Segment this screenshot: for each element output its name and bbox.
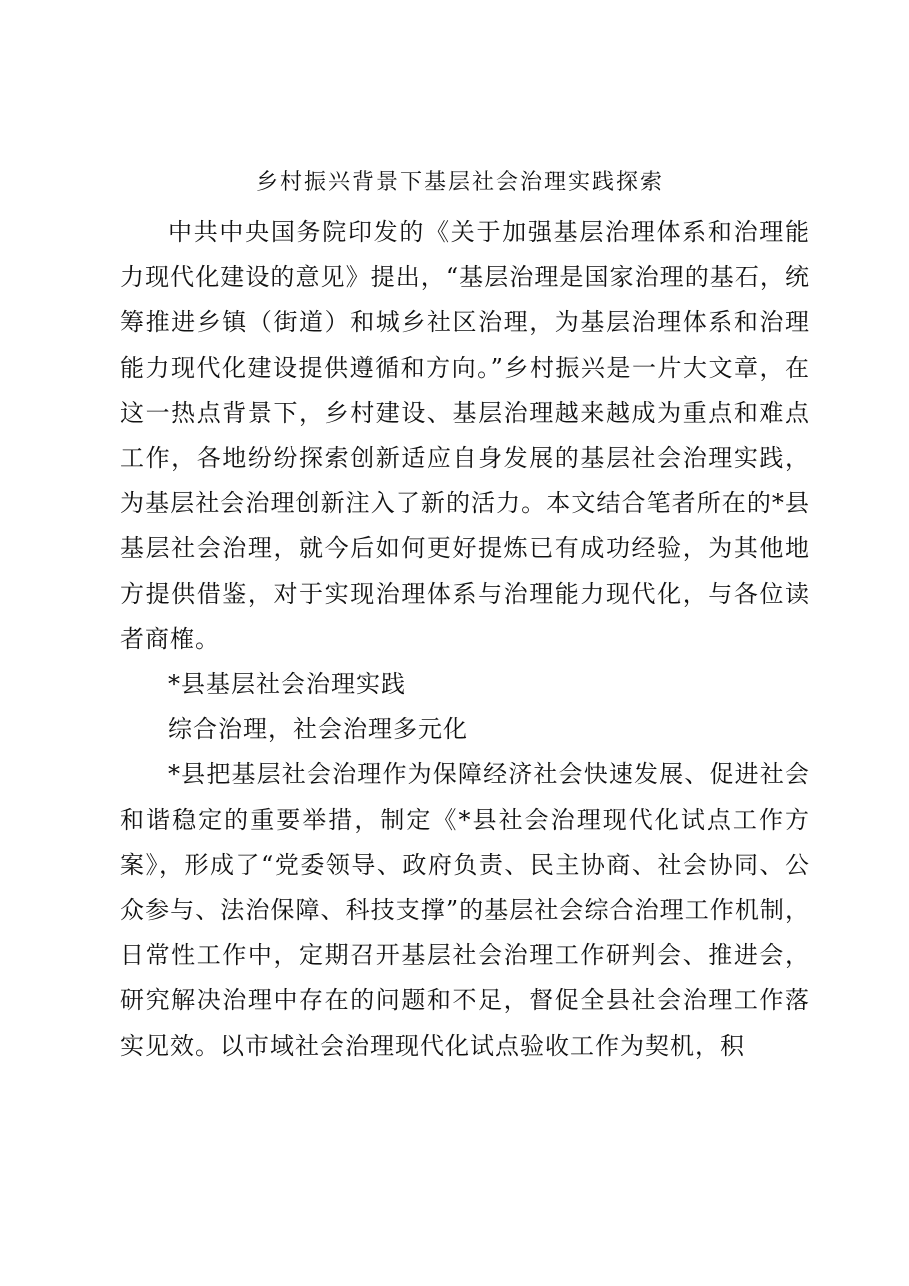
document-body — [120, 210, 810, 1069]
body-paragraph: *县把基层社会治理作为保障经济社会快速发展、促进社会和谐稳定的重要举措，制定《*县社会治理现代化试点工作方案》，形成了“党委领导、政府负责、民主协商、社会协同、公众参与、法治保障、科技支撑”的基层社会综合治理工作机制，日常性工作中，定期召开基层社会治理工作研判会、推进会，研究解决治理中存在的问题和不足，督促全县社会治理工作落实见效。以市域社会治理现代化试点验收工作为契机，积 — [120, 760, 810, 1060]
intro-paragraph: 中共中央国务院印发的《关于加强基层治理体系和治理能力现代化建设的意见》提出，“基层治理是国家治理的基石，统筹推进乡镇（街道）和城乡社区治理，为基层治理体系和治理能力现代化建设提供遵循和方向。”乡村振兴是一片大文章，在这一热点背景下，乡村建设、基层治理越来越成为重点和难点工作，各地纷纷探索创新适应自身发展的基层社会治理实践，为基层社会治理创新注入了新的活力。本文结合笔者所在的*县基层社会治理，就今后如何更好提炼已有成功经验，为其他地方提供借鉴，对于实现治理体系与治理能力现代化，与各位读者商榷。 — [120, 218, 810, 653]
section-heading: *县基层社会治理实践 — [168, 670, 406, 699]
subsection-heading: 综合治理，社会治理多元化 — [168, 715, 468, 744]
document-title: 乡村振兴背景下基层社会治理实践探索 — [255, 170, 664, 195]
